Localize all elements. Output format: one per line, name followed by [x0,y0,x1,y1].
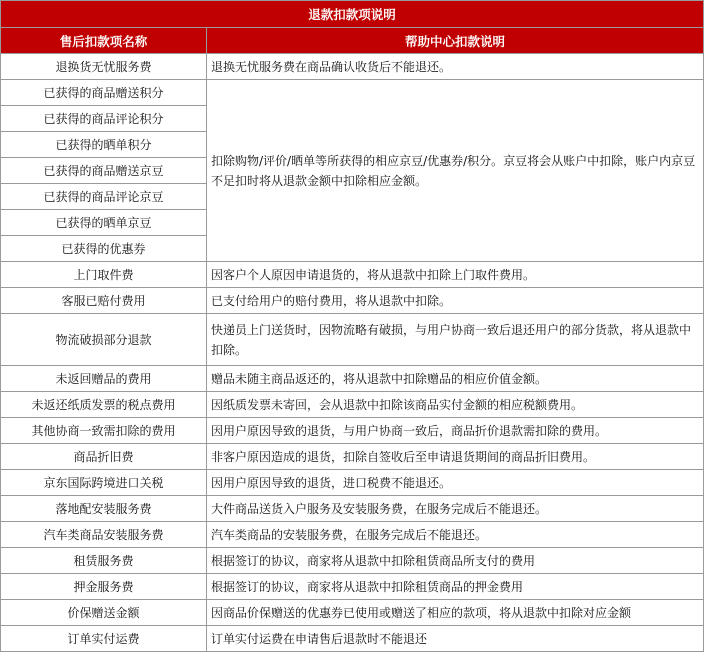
table-row [1,366,704,392]
item-name: 已获得的晒单京豆 [1,210,207,236]
item-name: 其他协商一致需扣除的费用 [1,418,207,444]
item-desc: 根据签订的协议，商家将从退款中扣除租赁商品的押金费用 [207,574,704,600]
table-row [1,626,704,652]
table-row [1,574,704,600]
item-name: 上门取件费 [1,262,207,288]
table-row [1,418,704,444]
item-name: 已获得的晒单积分 [1,132,207,158]
item-desc: 因客户个人原因申请退货的，将从退款中扣除上门取件费用。 [207,262,704,288]
table-row [1,600,704,626]
header-desc: 帮助中心扣款说明 [207,28,704,54]
item-desc-merged: 扣除购物/评价/晒单等所获得的相应京豆/优惠券/积分。京豆将会从账户中扣除，账户内京豆不足扣时将从退款金额中扣除相应金额。 [207,80,704,262]
item-name: 落地配安装服务费 [1,496,207,522]
item-name: 客服已赔付费用 [1,288,207,314]
item-name: 订单实付运费 [1,626,207,652]
item-desc: 订单实付运费在申请售后退款时不能退还 [207,626,704,652]
item-desc: 已支付给用户的赔付费用，将从退款中扣除。 [207,288,704,314]
table-header-row [1,28,704,54]
item-desc: 因用户原因导致的退货，进口税费不能退还。 [207,470,704,496]
table-row [1,262,704,288]
item-desc: 因用户原因导致的退货，与用户协商一致后，商品折价退款需扣除的费用。 [207,418,704,444]
item-name: 租赁服务费 [1,548,207,574]
table-row [1,54,704,80]
item-name: 已获得的商品评论积分 [1,106,207,132]
table-row [1,522,704,548]
item-name: 未返回赠品的费用 [1,366,207,392]
item-desc: 快递员上门送货时，因物流略有破损，与用户协商一致后退还用户的部分货款，将从退款中扣除。 [207,314,704,366]
item-desc: 赠品未随主商品返还的，将从退款中扣除赠品的相应价值金额。 [207,366,704,392]
item-desc: 大件商品送货入户服务及安装服务费，在服务完成后不能退还。 [207,496,704,522]
table-row [1,288,704,314]
item-name: 京东国际跨境进口关税 [1,470,207,496]
item-name: 商品折旧费 [1,444,207,470]
item-name: 退换货无忧服务费 [1,54,207,80]
table-row [1,496,704,522]
item-name: 未返还纸质发票的税点费用 [1,392,207,418]
item-desc: 非客户原因造成的退货，扣除自签收后至申请退货期间的商品折旧费用。 [207,444,704,470]
table-row [1,548,704,574]
item-name: 物流破损部分退款 [1,314,207,366]
table-title: 退款扣款项说明 [1,1,704,28]
item-desc: 因商品价保赠送的优惠券已使用或赠送了相应的款项，将从退款中扣除对应金额 [207,600,704,626]
item-desc: 汽车类商品的安装服务费，在服务完成后不能退还。 [207,522,704,548]
header-name: 售后扣款项名称 [1,28,207,54]
table-row [1,470,704,496]
item-name: 押金服务费 [1,574,207,600]
table-row [1,392,704,418]
table-row [1,314,704,366]
table-row [1,444,704,470]
item-name: 已获得的商品赠送积分 [1,80,207,106]
item-name: 已获得的优惠券 [1,236,207,262]
item-desc: 退换无忧服务费在商品确认收货后不能退还。 [207,54,704,80]
table-title-row [1,1,704,28]
item-name: 汽车类商品安装服务费 [1,522,207,548]
table-row [1,80,704,106]
item-desc: 根据签订的协议，商家将从退款中扣除租赁商品所支付的费用 [207,548,704,574]
item-name: 已获得的商品赠送京豆 [1,158,207,184]
item-desc: 因纸质发票未寄回，会从退款中扣除该商品实付金额的相应税额费用。 [207,392,704,418]
item-name: 已获得的商品评论京豆 [1,184,207,210]
item-name: 价保赠送金额 [1,600,207,626]
